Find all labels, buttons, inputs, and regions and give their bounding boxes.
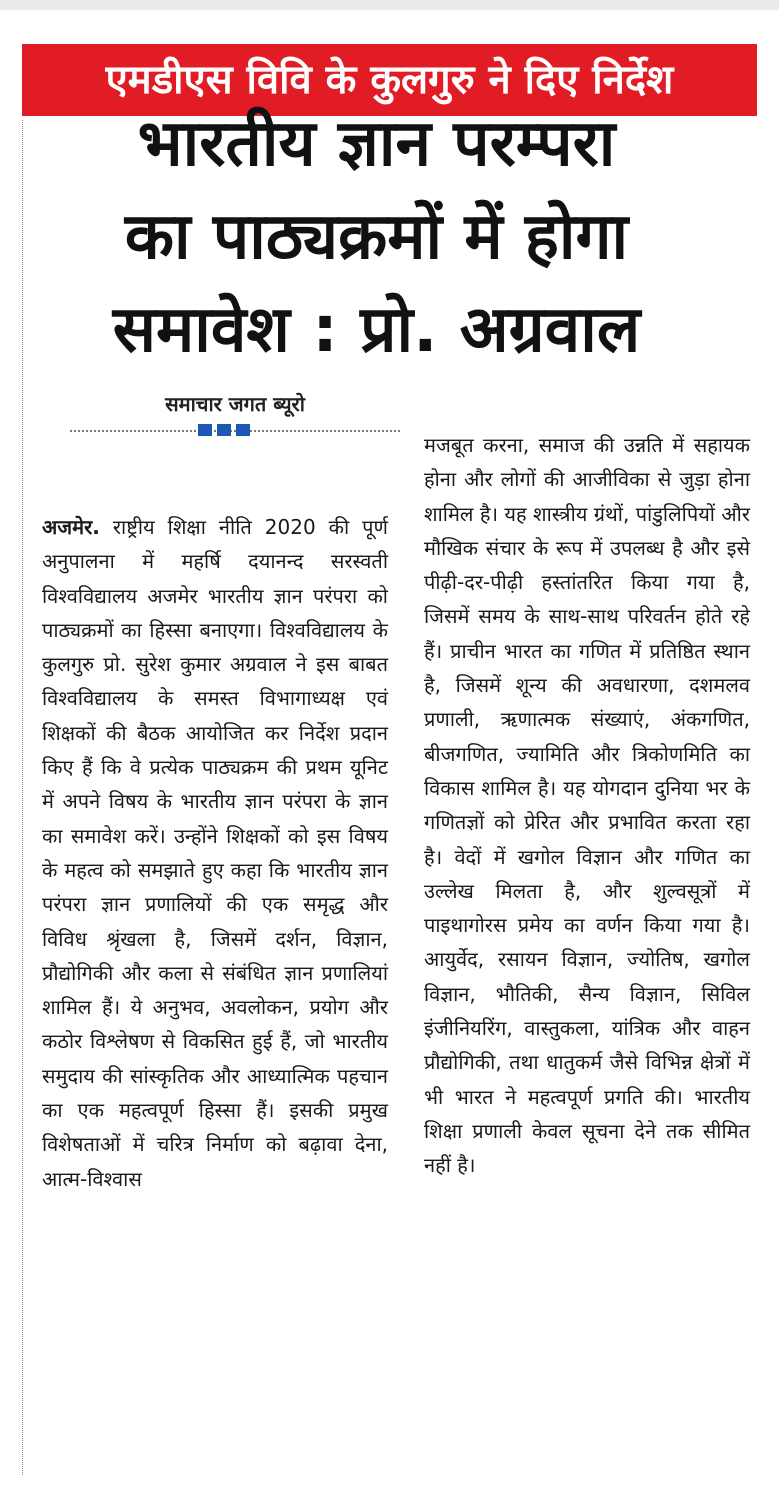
headline	[24, 98, 729, 377]
dateline: अजमेर.	[42, 515, 100, 539]
ornament-square	[217, 424, 231, 436]
kicker-banner: एमडीएस विवि के कुलगुरु ने दिए निर्देश	[22, 44, 757, 116]
byline-squares-ornament	[198, 424, 250, 436]
headline-line-2: का पाठ्यक्रमों में होगा	[124, 200, 629, 274]
body-column-right	[424, 428, 750, 1183]
body-paragraph-left	[42, 510, 388, 1196]
byline: समाचार जगत ब्यूरो	[165, 392, 305, 416]
ornament-square	[198, 424, 212, 436]
top-background-strip	[0, 0, 779, 10]
body-text-right: मजबूत करना, समाज की उन्नति में सहायक होना और लोगों की आजीविका से जुड़ा होना शामिल है। यह शास्त्रीय ग्रंथों, पांडुलिपियों और मौखिक संचार के रूप में उपलब्ध है और इसे पीढ़ी-दर-पीढ़ी हस्तांतरित किया गया है, जिसमें समय के साथ-साथ परिवर्तन होते रहे हैं। प्राचीन भारत का गणित में प्रतिष्ठित स्थान है, जिसमें शून्य की अवधारणा, दशमलव प्रणाली, ऋणात्मक संख्याएं, अंकगणित, बीजगणित, ज्यामिति और त्रिकोणमिति का विकास शामिल है। यह योगदान दुनिया भर के गणितज्ञों को प्रेरित और प्रभावित करता रहा है। वेदों में खगोल विज्ञान और गणित का उल्लेख मिलता है, और शुल्वसूत्रों में पाइथागोरस प्रमेय का वर्णन किया गया है। आयुर्वेद, रसायन विज्ञान, ज्योतिष, खगोल विज्ञान, भौतिकी, सैन्य विज्ञान, सिविल इंजीनियरिंग, वास्तुकला, यांत्रिक और वाहन प्रौद्योगिकी, तथा धातुकर्म जैसे विभिन्न क्षेत्रों में भी भारत ने महत्वपूर्ण प्रगति की। भारतीय शिक्षा प्रणाली केवल सूचना देने तक सीमित नहीं है।	[424, 433, 750, 1178]
ornament-square	[236, 424, 250, 436]
body-column-left	[42, 510, 388, 1196]
headline-line-3: समावेश : प्रो. अग्रवाल	[112, 293, 641, 367]
body-text-left: राष्ट्रीय शिक्षा नीति 2020 की पूर्ण अनुपालना में महर्षि दयानन्द सरस्वती विश्वविद्यालय अजमेर भारतीय ज्ञान परंपरा को पाठ्यक्रमों का हिस्सा बनाएगा। विश्वविद्यालय के कुलगुरु प्रो. सुरेश कुमार अग्रवाल ने इस बाबत विश्वविद्यालय के समस्त विभागाध्यक्ष एवं शिक्षकों की बैठक आयोजित कर निर्देश प्रदान किए हैं कि वे प्रत्येक पाठ्यक्रम की प्रथम यूनिट में अपने विषय के भारतीय ज्ञान परंपरा के ज्ञान का समावेश करें। उन्होंने शिक्षकों को इस विषय के महत्व को समझाते हुए कहा कि भारतीय ज्ञान परंपरा ज्ञान प्रणालियों की एक समृद्ध और विविध श्रृंखला है, जिसमें दर्शन, विज्ञान, प्रौद्योगिकी और कला से संबंधित ज्ञान प्रणालियां शामिल हैं। ये अनुभव, अवलोकन, प्रयोग और कठोर विश्लेषण से विकसित हुई हैं, जो भारतीय समुदाय की सांस्कृतिक और आध्यात्मिक पहचान का एक महत्वपूर्ण हिस्सा हैं। इसकी प्रमुख विशेषताओं में चरित्र निर्माण को बढ़ावा देना, आत्म-विश्वास	[42, 515, 388, 1191]
headline-line-1: भारतीय ज्ञान परम्परा	[137, 107, 616, 181]
